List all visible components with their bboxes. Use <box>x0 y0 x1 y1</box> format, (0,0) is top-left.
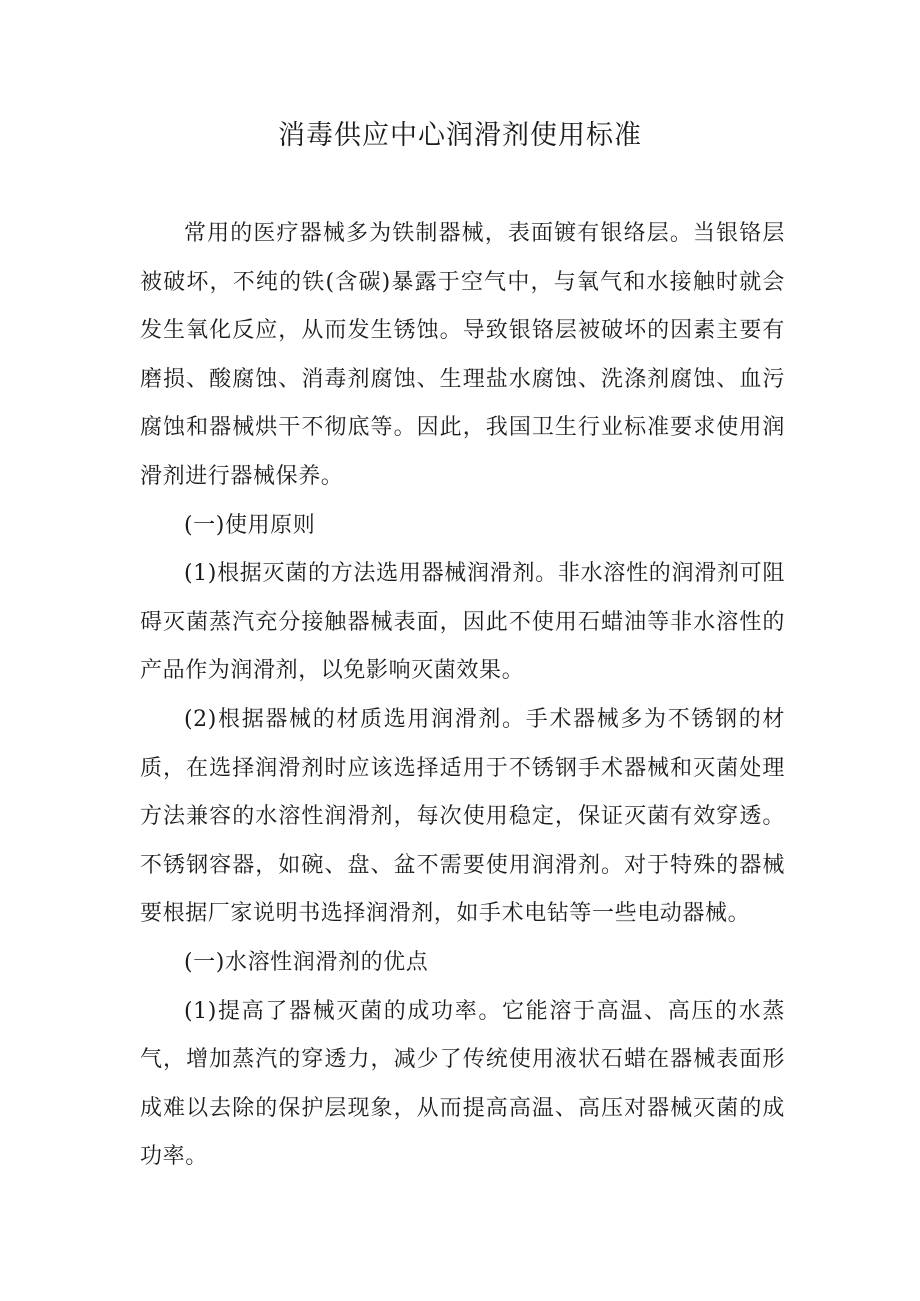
intro-paragraph: 常用的医疗器械多为铁制器械，表面镀有银络层。当银铬层被破坏，不纯的铁(含碳)暴露于空气中，与氧气和水接触时就会发生氧化反应，从而发生锈蚀。导致银铬层被破坏的因素主要有磨损、酸腐蚀、消毒剂腐蚀、生理盐水腐蚀、洗涤剂腐蚀、血污腐蚀和器械烘干不彻底等。因此，我国卫生行业标准要求使用润滑剂进行器械保养。 <box>140 221 785 489</box>
document-body <box>140 210 785 1182</box>
section-heading-advantages: (一)水溶性润滑剂的优点 <box>184 949 429 975</box>
principle-1-paragraph: (1)根据灭菌的方法选用器械润滑剂。非水溶性的润滑剂可阻碍灭菌蒸汽充分接触器械表面，因此不使用石蜡油等非水溶性的产品作为润滑剂，以免影响灭菌效果。 <box>140 561 785 684</box>
principle-2-paragraph: (2)根据器械的材质选用润滑剂。手术器械多为不锈钢的材质，在选择润滑剂时应该选择适用于不锈钢手术器械和灭菌处理方法兼容的水溶性润滑剂，每次使用稳定，保证灭菌有效穿透。不锈钢容器，如碗、盘、盆不需要使用润滑剂。对于特殊的器械要根据厂家说明书选择润滑剂，如手术电钻等一些电动器械。 <box>140 706 785 927</box>
document-title: 消毒供应中心润滑剂使用标准 <box>278 120 642 151</box>
advantage-1-paragraph: (1)提高了器械灭菌的成功率。它能溶于高温、高压的水蒸气，增加蒸汽的穿透力，减少了传统使用液状石蜡在器械表面形成难以去除的保护层现象，从而提高高温、高压对器械灭菌的成功率。 <box>140 998 785 1170</box>
section-heading-principles: (一)使用原则 <box>184 512 316 538</box>
